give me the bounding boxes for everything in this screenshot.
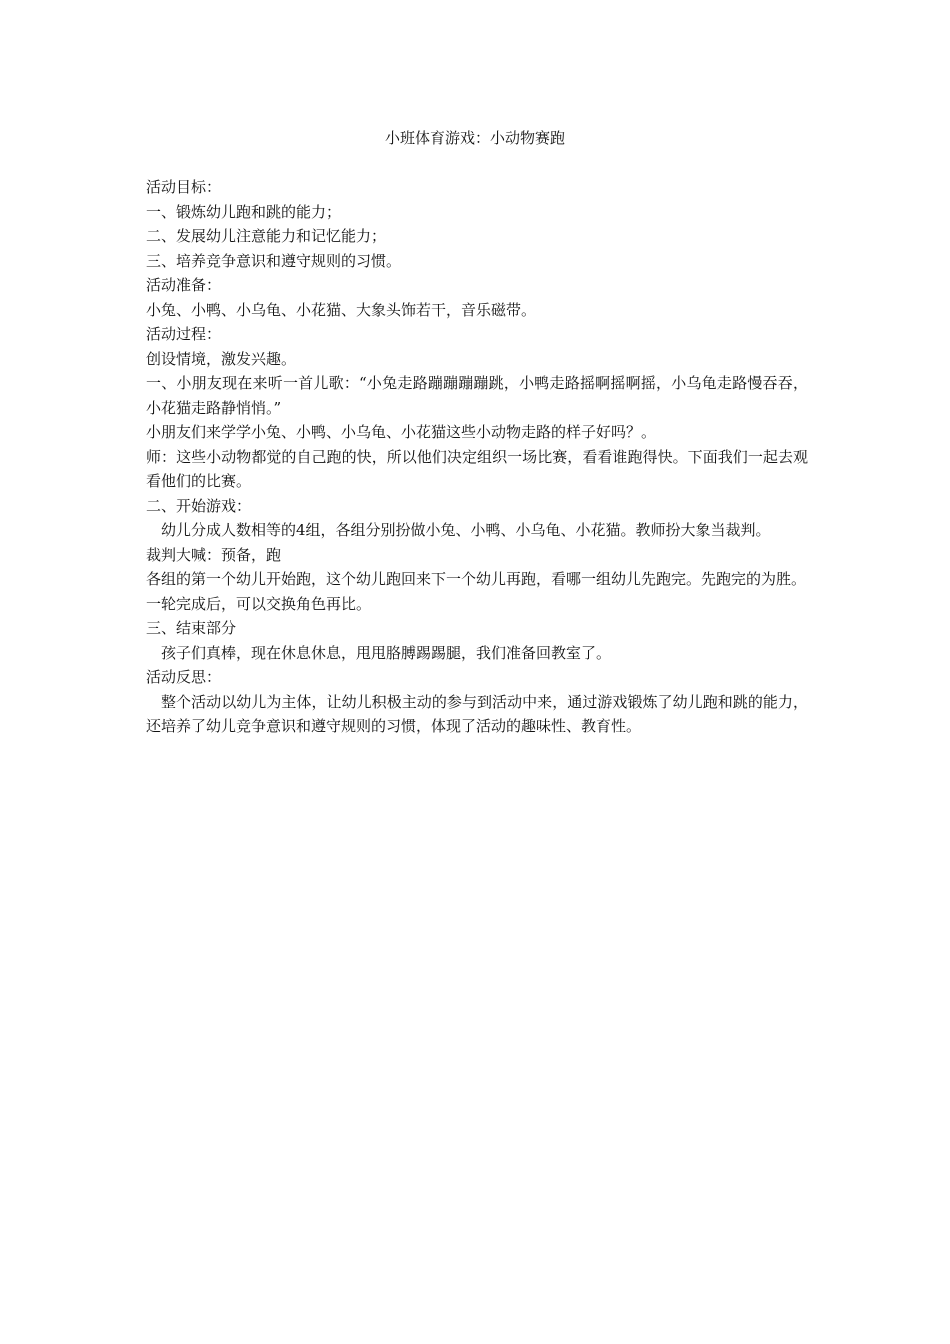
game-groups-text: 幼儿分成人数相等的4组，各组分别扮做小兔、小鸭、小乌龟、小花猫。教师扮大象当裁判。 — [161, 521, 771, 539]
process-step-song: 一、小朋友现在来听一首儿歌：“小兔走路蹦蹦蹦蹦跳，小鸭走路摇啊摇啊摇，小乌龟走路慢吞吞，小花猫走路静悄悄。” — [146, 374, 808, 417]
reflection-text: 整个活动以幼儿为主体，让幼儿积极主动的参与到活动中来，通过游戏锻炼了幼儿跑和跳的能力，还培养了幼儿竞争意识和遵守规则的习惯，体现了活动的趣味性、教育性。 — [146, 692, 808, 735]
section-heading-goals: 活动目标： — [146, 178, 222, 196]
game-rules-text: 各组的第一个幼儿开始跑，这个幼儿跑回来下一个幼儿再跑，看哪一组幼儿先跑完。先跑完的为胜。 — [146, 570, 807, 588]
preparation-text: 小兔、小鸭、小乌龟、小花猫、大象头饰若干，音乐磁带。 — [146, 300, 537, 319]
process-step-teacher: 师：这些小动物都觉的自己跑的快，所以他们决定组织一场比赛，看看谁跑得快。下面我们一起去观看他们的比赛。 — [146, 447, 808, 490]
section-heading-preparation: 活动准备： — [146, 276, 222, 294]
goal-item-2: 二、发展幼儿注意能力和记忆能力； — [146, 227, 387, 245]
ending-text: 孩子们真棒，现在休息休息，甩甩胳膊踢踢腿，我们准备回教室了。 — [161, 643, 612, 662]
document-body — [146, 175, 808, 739]
goal-item-1: 一、锻炼幼儿跑和跳的能力； — [146, 202, 342, 221]
goal-item-3: 三、培养竞争意识和遵守规则的习惯。 — [146, 251, 402, 270]
process-intro: 创设情境，激发兴趣。 — [146, 349, 297, 368]
game-switch-text: 一轮完成后，可以交换角色再比。 — [146, 594, 372, 613]
process-heading-game: 二、开始游戏： — [146, 496, 252, 515]
process-heading-end: 三、结束部分 — [146, 619, 237, 637]
process-step-imitate: 小朋友们来学学小兔、小鸭、小乌龟、小花猫这些小动物走路的样子好吗？。 — [146, 423, 657, 441]
document-title: 小班体育游戏：小动物赛跑 — [384, 129, 565, 147]
game-referee-text: 裁判大喊：预备，跑 — [146, 545, 282, 564]
section-heading-reflection: 活动反思： — [146, 668, 222, 686]
section-heading-process: 活动过程： — [146, 325, 222, 343]
